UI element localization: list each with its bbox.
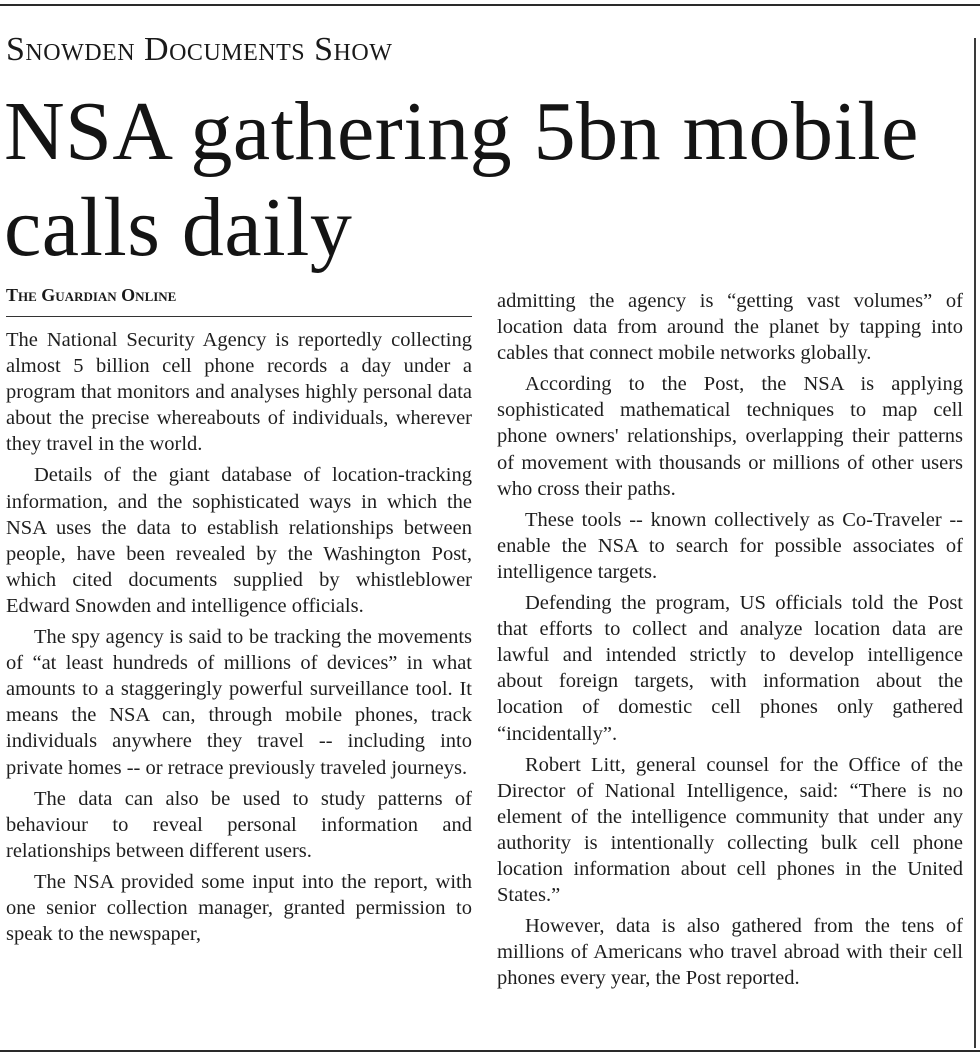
article-kicker: Snowden Documents Show [6, 31, 393, 68]
paragraph: Robert Litt, general counsel for the Office of the Director of National Intelligence, said: “There is no element of the intelligence community that under any authority is intentionally collecting bulk cell phone location information about cell phones in the United States.” [497, 753, 963, 907]
article-headline: NSA gathering 5bn mobile calls daily [4, 85, 919, 274]
paragraph: However, data is also gathered from the tens of millions of Americans who travel abroad with their cell phones every year, the Post reported. [497, 915, 963, 990]
article-source: The Guardian Online [6, 284, 472, 317]
paragraph: The spy agency is said to be tracking the movements of “at least hundreds of millions of devices” in what amounts to a staggeringly powerful surveillance tool. It means the NSA can, through mobile phones, track individuals anywhere they travel -- including into private homes -- or retrace previously traveled journeys. [6, 626, 472, 779]
paragraph: Defending the program, US officials told the Post that efforts to collect and analyze location data are lawful and intended strictly to develop intelligence about foreign targets, with information about the location of domestic cell phones only gathered “incidentally”. [497, 592, 963, 745]
top-rule [0, 4, 980, 6]
paragraph: The NSA provided some input into the report, with one senior collection manager, granted permission to speak to the newspaper, [6, 870, 472, 946]
left-column [6, 284, 472, 952]
paragraph: Details of the giant database of location-tracking information, and the sophisticated ways in which the NSA uses the data to establish relationships between people, have been revealed by the Washington Post, which cited documents supplied by whistleblower Edward Snowden and intelligence officials. [6, 464, 472, 617]
paragraph: According to the Post, the NSA is applying sophisticated mathematical techniques to map cell phone owners' relationships, overlapping their patterns of movement with thousands or millions of other users who cross their paths. [497, 373, 963, 500]
paragraph: The data can also be used to study patterns of behaviour to reveal personal information and relationships between different users. [6, 787, 472, 862]
bottom-rule [0, 1050, 980, 1052]
paragraph: admitting the agency is “getting vast volumes” of location data from around the planet by tapping into cables that connect mobile networks globally. [497, 290, 963, 365]
paragraph: These tools -- known collectively as Co-Traveler -- enable the NSA to search for possible associates of intelligence targets. [497, 508, 963, 583]
right-column-rule [974, 38, 976, 1048]
right-column [497, 288, 963, 996]
paragraph: The National Security Agency is reportedly collecting almost 5 billion cell phone records a day under a program that monitors and analyses highly personal data about the precise whereabouts of individuals, wherever they travel in the world. [6, 329, 472, 456]
